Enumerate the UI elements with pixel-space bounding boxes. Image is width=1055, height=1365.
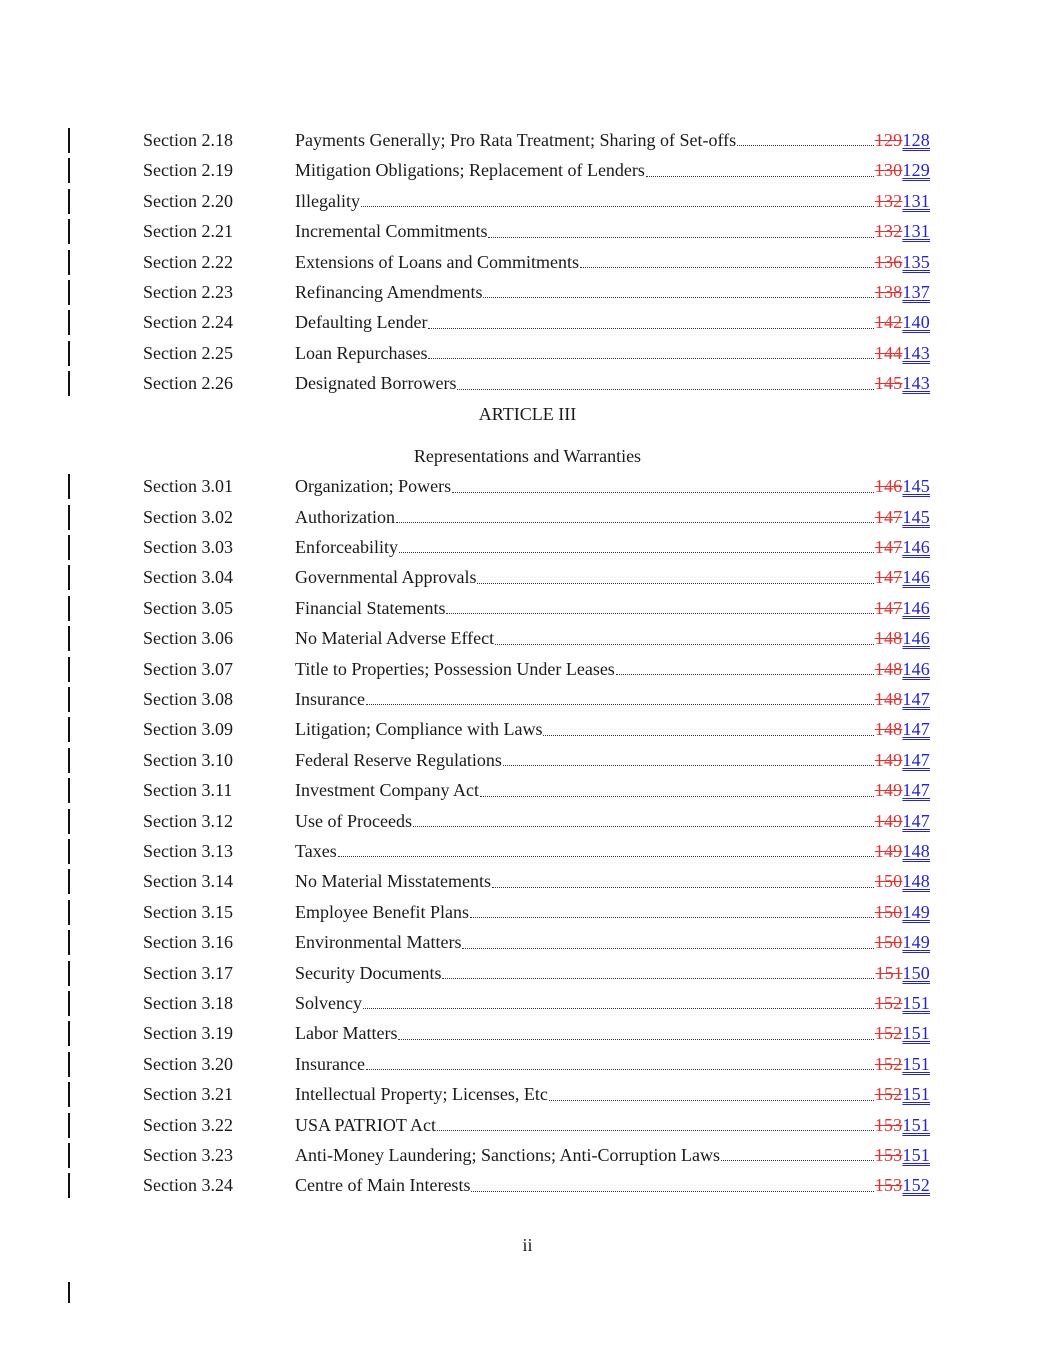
section-title: Insurance	[295, 689, 365, 710]
inserted-page-number: 140	[902, 312, 930, 333]
inserted-page-number: 151	[902, 992, 930, 1013]
toc-row	[143, 836, 930, 866]
inserted-page-number: 146	[902, 658, 930, 679]
toc-row	[143, 988, 930, 1018]
page-numbers	[875, 471, 930, 501]
toc-row	[143, 338, 930, 368]
inserted-page-number: 146	[902, 628, 930, 649]
section-title: Environmental Matters	[295, 932, 462, 953]
section-title: Financial Statements	[295, 597, 446, 618]
section-title: Employee Benefit Plans	[295, 901, 469, 922]
article-subtitle: Representations and Warranties	[413, 445, 642, 466]
inserted-page-number: 148	[902, 871, 930, 892]
page-numbers	[875, 775, 930, 805]
dotted-leader	[543, 735, 873, 736]
change-bar	[68, 900, 70, 925]
change-bar	[68, 250, 70, 275]
inserted-page-number: 128	[902, 130, 930, 150]
deleted-page-number: 150	[874, 901, 903, 922]
page-numbers	[875, 338, 930, 368]
dotted-leader	[616, 674, 874, 675]
change-bar	[68, 809, 70, 834]
page-numbers	[875, 125, 930, 155]
change-bar	[68, 748, 70, 773]
change-bar	[68, 565, 70, 590]
section-title: Organization; Powers	[295, 476, 452, 497]
dotted-leader	[366, 1069, 874, 1070]
inserted-page-number: 143	[902, 373, 930, 394]
deleted-page-number: 142	[874, 312, 903, 333]
section-number: Section 2.25	[143, 342, 233, 363]
section-title: USA PATRIOT Act	[295, 1114, 437, 1135]
change-bar	[68, 128, 70, 153]
section-number: Section 3.21	[143, 1084, 233, 1105]
change-bar	[68, 189, 70, 214]
change-bar	[68, 1052, 70, 1077]
inserted-page-number: 152	[902, 1175, 930, 1196]
inserted-page-number: 151	[902, 1053, 930, 1074]
dotted-leader	[503, 765, 874, 766]
section-title: Enforceability	[295, 537, 398, 558]
deleted-page-number: 152	[874, 1053, 903, 1074]
change-bar	[68, 991, 70, 1016]
toc-row	[143, 532, 930, 562]
change-bar	[68, 869, 70, 894]
toc-row	[143, 684, 930, 714]
toc-part-article2	[143, 125, 930, 399]
change-bar	[68, 1173, 70, 1198]
inserted-page-number: 147	[902, 719, 930, 740]
section-title: Labor Matters	[295, 1023, 398, 1044]
page-numbers	[875, 958, 930, 988]
dotted-leader	[428, 358, 873, 359]
toc-row	[143, 1140, 930, 1170]
deleted-page-number: 147	[874, 597, 903, 618]
page-numbers	[875, 1079, 930, 1109]
deleted-page-number: 138	[874, 281, 903, 302]
toc-row	[143, 155, 930, 185]
toc-part-article3	[143, 471, 930, 1200]
deleted-page-number: 150	[874, 871, 903, 892]
toc-row	[143, 368, 930, 398]
page-numbers	[875, 927, 930, 957]
deleted-page-number: 148	[874, 658, 903, 679]
change-bar	[68, 280, 70, 305]
dotted-leader	[437, 1130, 874, 1131]
deleted-page-number: 151	[875, 962, 903, 983]
deleted-page-number: 144	[874, 342, 903, 363]
section-title: Investment Company Act	[295, 780, 479, 801]
section-title: No Material Adverse Effect	[295, 628, 495, 649]
deleted-page-number: 152	[874, 1023, 903, 1044]
page-numbers	[875, 1110, 930, 1140]
dotted-leader	[396, 522, 874, 523]
article-heading: ARTICLE III	[478, 403, 577, 424]
section-title: Authorization	[295, 506, 395, 527]
dotted-leader	[428, 328, 873, 329]
page-numbers	[875, 186, 930, 216]
inserted-page-number: 150	[902, 962, 930, 983]
toc-row	[143, 593, 930, 623]
deleted-page-number: 146	[874, 476, 903, 497]
section-number: Section 3.06	[143, 628, 233, 649]
inserted-page-number: 137	[902, 281, 930, 302]
toc-row	[143, 186, 930, 216]
toc-row	[143, 927, 930, 957]
deleted-page-number: 149	[874, 749, 903, 770]
section-title: Centre of Main Interests	[295, 1175, 471, 1196]
page-numbers	[875, 836, 930, 866]
page-numbers	[875, 216, 930, 246]
inserted-page-number: 149	[902, 901, 930, 922]
page-numbers	[875, 307, 930, 337]
toc-row	[143, 1110, 930, 1140]
page-numbers	[875, 654, 930, 684]
toc-row	[143, 277, 930, 307]
dotted-leader	[470, 917, 874, 918]
deleted-page-number: 153	[874, 1114, 903, 1135]
deleted-page-number: 149	[874, 780, 903, 801]
toc-row	[143, 775, 930, 805]
dotted-leader	[480, 796, 874, 797]
deleted-page-number: 149	[874, 840, 903, 861]
dotted-leader	[483, 297, 873, 298]
change-bar	[68, 717, 70, 742]
toc-row	[143, 866, 930, 896]
dotted-leader	[492, 887, 874, 888]
section-number: Section 3.10	[143, 749, 233, 770]
page-numbers	[875, 806, 930, 836]
deleted-page-number: 153	[874, 1144, 903, 1165]
deleted-page-number: 147	[874, 537, 903, 558]
toc-row	[143, 125, 930, 155]
inserted-page-number: 146	[902, 537, 930, 558]
toc-row	[143, 623, 930, 653]
deleted-page-number: 136	[874, 251, 903, 272]
toc-row	[143, 562, 930, 592]
page-numbers	[875, 1140, 930, 1170]
section-title: Extensions of Loans and Commitments	[295, 251, 579, 272]
toc-row	[143, 471, 930, 501]
inserted-page-number: 145	[902, 476, 930, 497]
dotted-leader	[495, 644, 874, 645]
page-numbers	[875, 745, 930, 775]
section-number: Section 3.02	[143, 506, 233, 527]
toc-row	[143, 502, 930, 532]
deleted-page-number: 132	[874, 221, 903, 242]
deleted-page-number: 148	[874, 689, 903, 710]
change-bar	[68, 535, 70, 560]
change-bar	[68, 1113, 70, 1138]
dotted-leader	[446, 613, 873, 614]
toc-row	[143, 216, 930, 246]
section-number: Section 3.22	[143, 1114, 233, 1135]
dotted-leader	[399, 552, 874, 553]
section-title: Solvency	[295, 992, 362, 1013]
change-bar	[68, 596, 70, 621]
inserted-page-number: 148	[902, 840, 930, 861]
dotted-leader	[488, 237, 873, 238]
change-bar	[68, 1021, 70, 1046]
change-bar	[68, 219, 70, 244]
section-title: Loan Repurchases	[295, 342, 428, 363]
dotted-leader	[646, 176, 874, 177]
toc-row	[143, 958, 930, 988]
dotted-leader	[413, 826, 874, 827]
section-number: Section 2.22	[143, 251, 233, 272]
page-numbers	[875, 1018, 930, 1048]
page-numbers	[875, 562, 930, 592]
section-number: Section 2.20	[143, 190, 233, 211]
change-bar	[68, 657, 70, 682]
deleted-page-number: 153	[874, 1175, 903, 1196]
section-number: Section 3.01	[143, 476, 233, 497]
section-number: Section 3.15	[143, 901, 233, 922]
inserted-page-number: 147	[902, 689, 930, 710]
deleted-page-number: 145	[874, 373, 903, 394]
dotted-leader	[366, 704, 874, 705]
section-title: Title to Properties; Possession Under Leases	[295, 658, 615, 679]
page-numbers	[875, 897, 930, 927]
section-number: Section 3.12	[143, 810, 233, 831]
inserted-page-number: 143	[902, 342, 930, 363]
dotted-leader	[737, 145, 874, 146]
section-title: Designated Borrowers	[295, 373, 457, 394]
inserted-page-number: 146	[902, 597, 930, 618]
toc-row	[143, 1018, 930, 1048]
page-numbers	[875, 623, 930, 653]
toc-row	[143, 806, 930, 836]
page-numbers	[875, 988, 930, 1018]
deleted-page-number: 147	[874, 567, 903, 588]
toc-row	[143, 714, 930, 744]
section-number: Section 3.23	[143, 1144, 233, 1165]
section-title: Payments Generally; Pro Rata Treatment; Sharing of Set-offs	[295, 130, 737, 150]
section-title: Illegality	[295, 190, 360, 211]
section-number: Section 3.04	[143, 567, 233, 588]
section-title: Federal Reserve Regulations	[295, 749, 502, 770]
dotted-leader	[457, 389, 873, 390]
deleted-page-number: 148	[874, 628, 903, 649]
section-number: Section 3.17	[143, 962, 233, 983]
section-title: Incremental Commitments	[295, 221, 488, 242]
inserted-page-number: 131	[902, 221, 930, 242]
section-number: Section 3.05	[143, 597, 233, 618]
section-number: Section 3.08	[143, 689, 233, 710]
section-title: Defaulting Lender	[295, 312, 428, 333]
page-numbers	[875, 277, 930, 307]
inserted-page-number: 151	[902, 1144, 930, 1165]
deleted-page-number: 132	[874, 190, 903, 211]
toc-row	[143, 1170, 930, 1200]
deleted-page-number: 129	[874, 130, 903, 150]
change-bar	[68, 371, 70, 396]
page-numbers	[875, 247, 930, 277]
section-number: Section 3.11	[143, 780, 233, 801]
deleted-page-number: 150	[874, 932, 903, 953]
change-bar	[68, 1082, 70, 1107]
section-number: Section 3.16	[143, 932, 233, 953]
toc-row	[143, 897, 930, 927]
deleted-page-number: 148	[874, 719, 903, 740]
page-numbers	[875, 1170, 930, 1200]
section-number: Section 3.09	[143, 719, 233, 740]
inserted-page-number: 131	[902, 190, 930, 211]
inserted-page-number: 151	[902, 1084, 930, 1105]
section-number: Section 3.07	[143, 658, 233, 679]
change-bar	[68, 778, 70, 803]
toc-row	[143, 745, 930, 775]
section-number: Section 3.14	[143, 871, 233, 892]
section-number: Section 2.18	[143, 130, 233, 150]
section-title: Governmental Approvals	[295, 567, 477, 588]
deleted-page-number: 149	[874, 810, 903, 831]
section-title: Anti-Money Laundering; Sanctions; Anti-Corruption Laws	[295, 1144, 720, 1165]
change-bar	[68, 1282, 70, 1303]
page-numbers	[875, 502, 930, 532]
section-title: Intellectual Property; Licenses, Etc	[295, 1084, 548, 1105]
section-number: Section 2.21	[143, 221, 233, 242]
change-bar	[68, 930, 70, 955]
deleted-page-number: 130	[874, 160, 903, 181]
section-title: Use of Proceeds	[295, 810, 412, 831]
dotted-leader	[338, 856, 874, 857]
dotted-leader	[452, 492, 874, 493]
dotted-leader	[363, 1008, 874, 1009]
section-title: Mitigation Obligations; Replacement of Lenders	[295, 160, 645, 181]
page-numbers	[875, 714, 930, 744]
section-title: Litigation; Compliance with Laws	[295, 719, 543, 740]
change-bar	[68, 158, 70, 183]
change-bar	[68, 1143, 70, 1168]
inserted-page-number: 151	[902, 1114, 930, 1135]
section-number: Section 3.20	[143, 1053, 233, 1074]
dotted-leader	[442, 978, 874, 979]
dotted-leader	[361, 206, 874, 207]
inserted-page-number: 146	[902, 567, 930, 588]
toc-row	[143, 1049, 930, 1079]
dotted-leader	[462, 948, 873, 949]
page-numbers	[875, 1049, 930, 1079]
dotted-leader	[398, 1039, 873, 1040]
section-number: Section 3.19	[143, 1023, 233, 1044]
inserted-page-number: 129	[902, 160, 930, 181]
section-number: Section 3.18	[143, 992, 233, 1013]
inserted-page-number: 145	[902, 506, 930, 527]
section-title: Insurance	[295, 1053, 365, 1074]
section-number: Section 2.19	[143, 160, 233, 181]
page-numbers	[875, 155, 930, 185]
section-title: Refinancing Amendments	[295, 281, 483, 302]
section-number: Section 2.26	[143, 373, 233, 394]
toc-row	[143, 247, 930, 277]
page-number-footer: ii	[522, 1235, 533, 1255]
inserted-page-number: 147	[902, 810, 930, 831]
page-numbers	[875, 684, 930, 714]
change-bar	[68, 505, 70, 530]
change-bar	[68, 626, 70, 651]
inserted-page-number: 135	[902, 251, 930, 272]
dotted-leader	[549, 1100, 874, 1101]
toc-row	[143, 1079, 930, 1109]
toc-row	[143, 307, 930, 337]
change-bar	[68, 839, 70, 864]
section-number: Section 3.13	[143, 840, 233, 861]
dotted-leader	[471, 1191, 873, 1192]
deleted-page-number: 147	[874, 506, 903, 527]
inserted-page-number: 151	[902, 1023, 930, 1044]
change-bar	[68, 687, 70, 712]
dotted-leader	[721, 1160, 874, 1161]
section-title: No Material Misstatements	[295, 871, 491, 892]
toc-row	[143, 654, 930, 684]
change-bar	[68, 474, 70, 499]
page-numbers	[875, 368, 930, 398]
section-number: Section 2.23	[143, 281, 233, 302]
dotted-leader	[580, 267, 874, 268]
page-numbers	[875, 866, 930, 896]
section-number: Section 2.24	[143, 312, 233, 333]
section-number: Section 3.03	[143, 537, 233, 558]
section-title: Taxes	[295, 840, 337, 861]
inserted-page-number: 147	[902, 780, 930, 801]
page-numbers	[875, 532, 930, 562]
section-title: Security Documents	[295, 962, 442, 983]
change-bar	[68, 341, 70, 366]
section-number: Section 3.24	[143, 1175, 233, 1196]
deleted-page-number: 152	[874, 992, 903, 1013]
deleted-page-number: 152	[874, 1084, 903, 1105]
dotted-leader	[477, 583, 873, 584]
page-numbers	[875, 593, 930, 623]
change-bar	[68, 310, 70, 335]
change-bar	[68, 961, 70, 986]
inserted-page-number: 149	[902, 932, 930, 953]
inserted-page-number: 147	[902, 749, 930, 770]
